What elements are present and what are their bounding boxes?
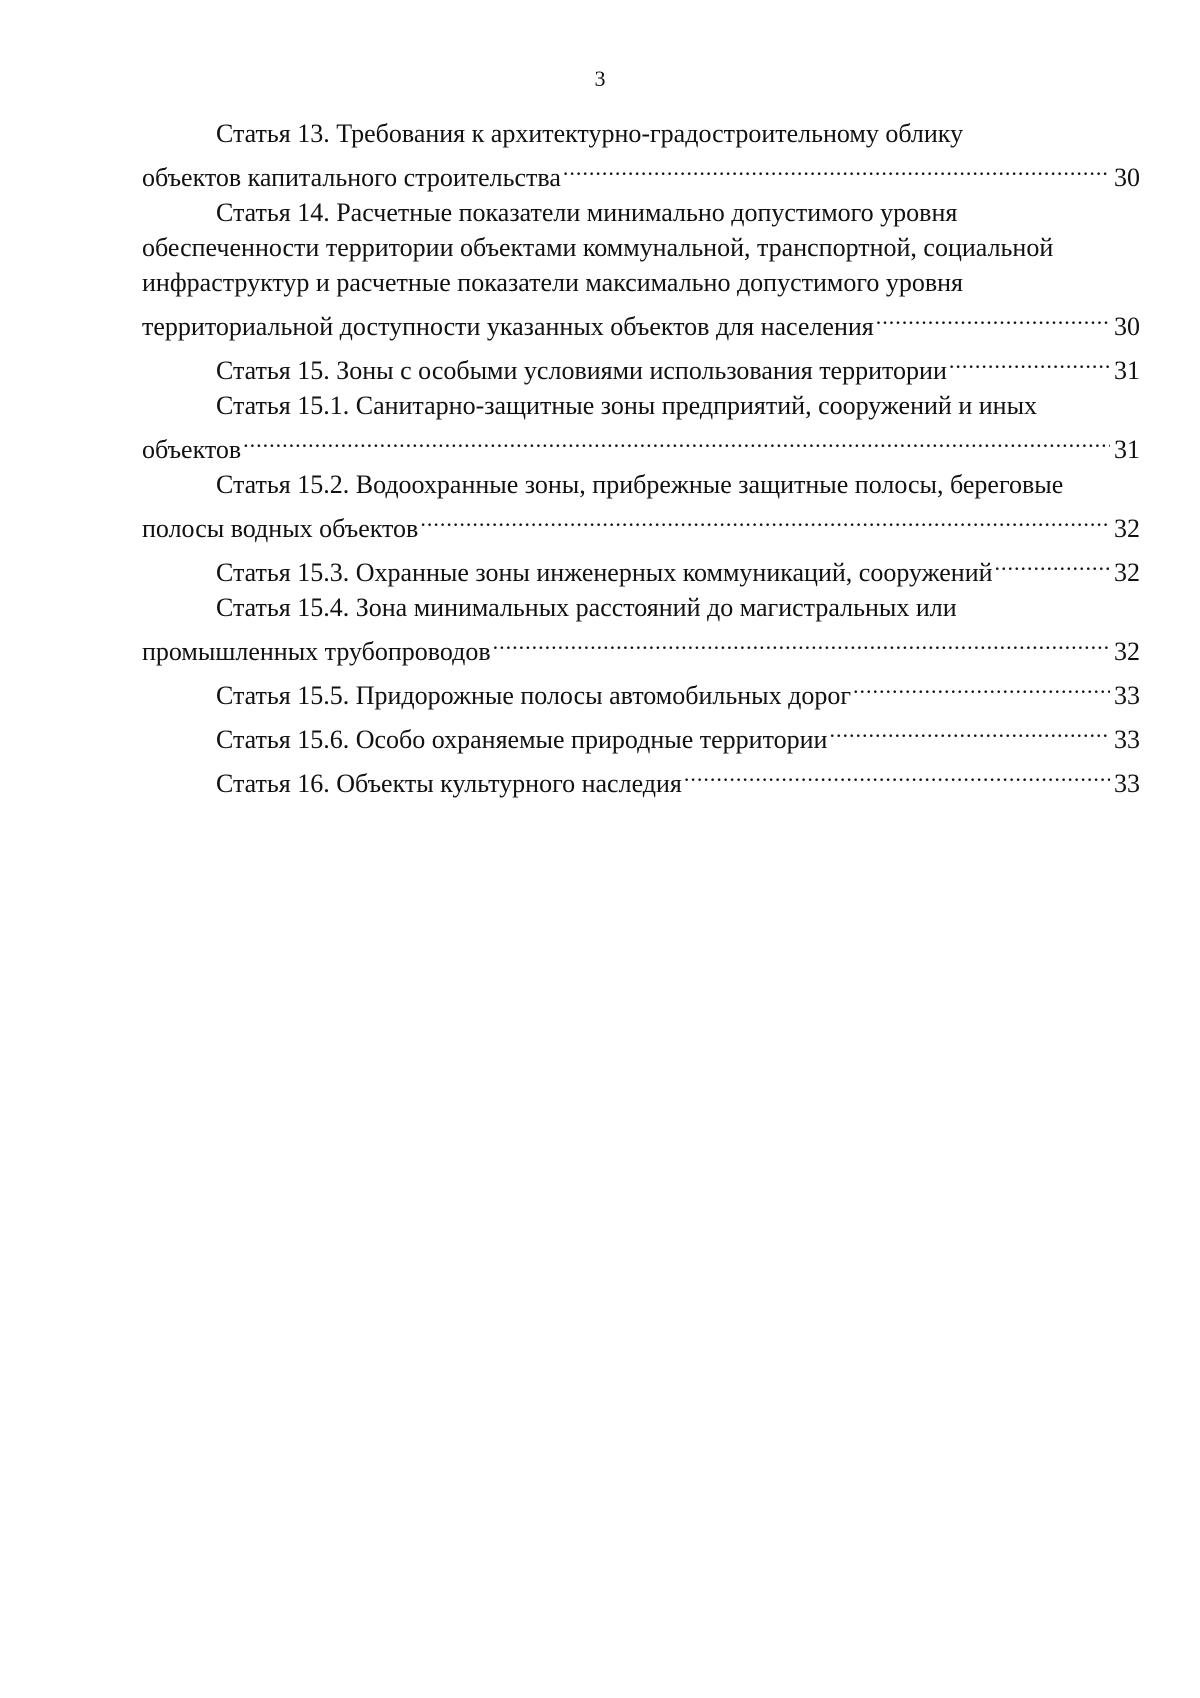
dot-leader <box>829 713 1110 748</box>
toc-entry-line: Статья 14. Расчетные показатели минимально допустимого уровня <box>216 198 958 227</box>
toc-entry-article-15-3[interactable] <box>142 546 1140 590</box>
toc-entry-title: Статья 15. Зоны с особыми условиями использования территории <box>216 356 947 385</box>
dot-leader <box>684 757 1110 792</box>
toc-entry-title: Статья 15.6. Особо охраняемые природные территории <box>216 725 828 754</box>
toc-entry-title: объектов капитального строительства <box>142 163 561 192</box>
dot-leader <box>876 300 1110 335</box>
toc-entry-title: Статья 15.3. Охранные зоны инженерных коммуникаций, сооружений <box>216 558 993 587</box>
page-number: 3 <box>594 66 606 91</box>
toc-page-ref: 31 <box>1114 356 1140 385</box>
dot-leader <box>493 625 1110 660</box>
toc-page-ref: 33 <box>1114 769 1140 798</box>
dot-leader <box>420 502 1110 537</box>
toc-entry-line: Статья 13. Требования к архитектурно-градостроительному облику <box>216 119 964 148</box>
toc-entry-line: Статья 15.4. Зона минимальных расстояний до магистральных или <box>216 593 957 622</box>
toc-page-ref: 32 <box>1114 514 1140 543</box>
toc-entry-article-15-5[interactable] <box>142 669 1140 713</box>
toc-page-ref: 31 <box>1114 435 1140 464</box>
toc-entry-article-15-1[interactable] <box>142 388 1140 467</box>
toc-entry-article-15-4[interactable] <box>142 590 1140 669</box>
toc-page-ref: 32 <box>1114 637 1140 666</box>
dot-leader <box>243 423 1110 458</box>
toc-entry-article-15-6[interactable] <box>142 713 1140 757</box>
toc-entry-article-14[interactable] <box>142 195 1140 344</box>
toc-entry-article-16[interactable] <box>142 757 1140 801</box>
dot-leader <box>949 344 1110 379</box>
toc-entry-title: объектов <box>142 435 242 464</box>
toc-entry-article-15-2[interactable] <box>142 467 1140 546</box>
toc-entry-title: полосы водных объектов <box>142 514 419 543</box>
toc-page-ref: 30 <box>1114 163 1140 192</box>
dot-leader <box>995 546 1110 581</box>
toc-entry-title: Статья 16. Объекты культурного наследия <box>216 769 682 798</box>
toc-page-ref: 32 <box>1114 558 1140 587</box>
dot-leader <box>853 669 1110 704</box>
toc-page-ref: 30 <box>1114 312 1140 341</box>
toc-entry-line: Статья 15.1. Санитарно-защитные зоны предприятий, сооружений и иных <box>216 391 1038 420</box>
table-of-contents <box>142 116 1140 801</box>
toc-entry-article-13[interactable] <box>142 116 1140 195</box>
toc-entry-article-15[interactable] <box>142 344 1140 388</box>
toc-entry-line: обеспеченности территории объектами коммунальной, транспортной, социальной <box>142 233 1054 262</box>
toc-entry-title: территориальной доступности указанных объектов для населения <box>142 312 874 341</box>
toc-entry-line: Статья 15.2. Водоохранные зоны, прибрежные защитные полосы, береговые <box>216 470 1064 499</box>
toc-entry-title: Статья 15.5. Придорожные полосы автомобильных дорог <box>216 681 851 710</box>
toc-page-ref: 33 <box>1114 725 1140 754</box>
dot-leader <box>563 151 1110 186</box>
toc-page-ref: 33 <box>1114 681 1140 710</box>
toc-entry-line: инфраструктур и расчетные показатели максимально допустимого уровня <box>142 268 964 297</box>
toc-entry-title: промышленных трубопроводов <box>142 637 491 666</box>
